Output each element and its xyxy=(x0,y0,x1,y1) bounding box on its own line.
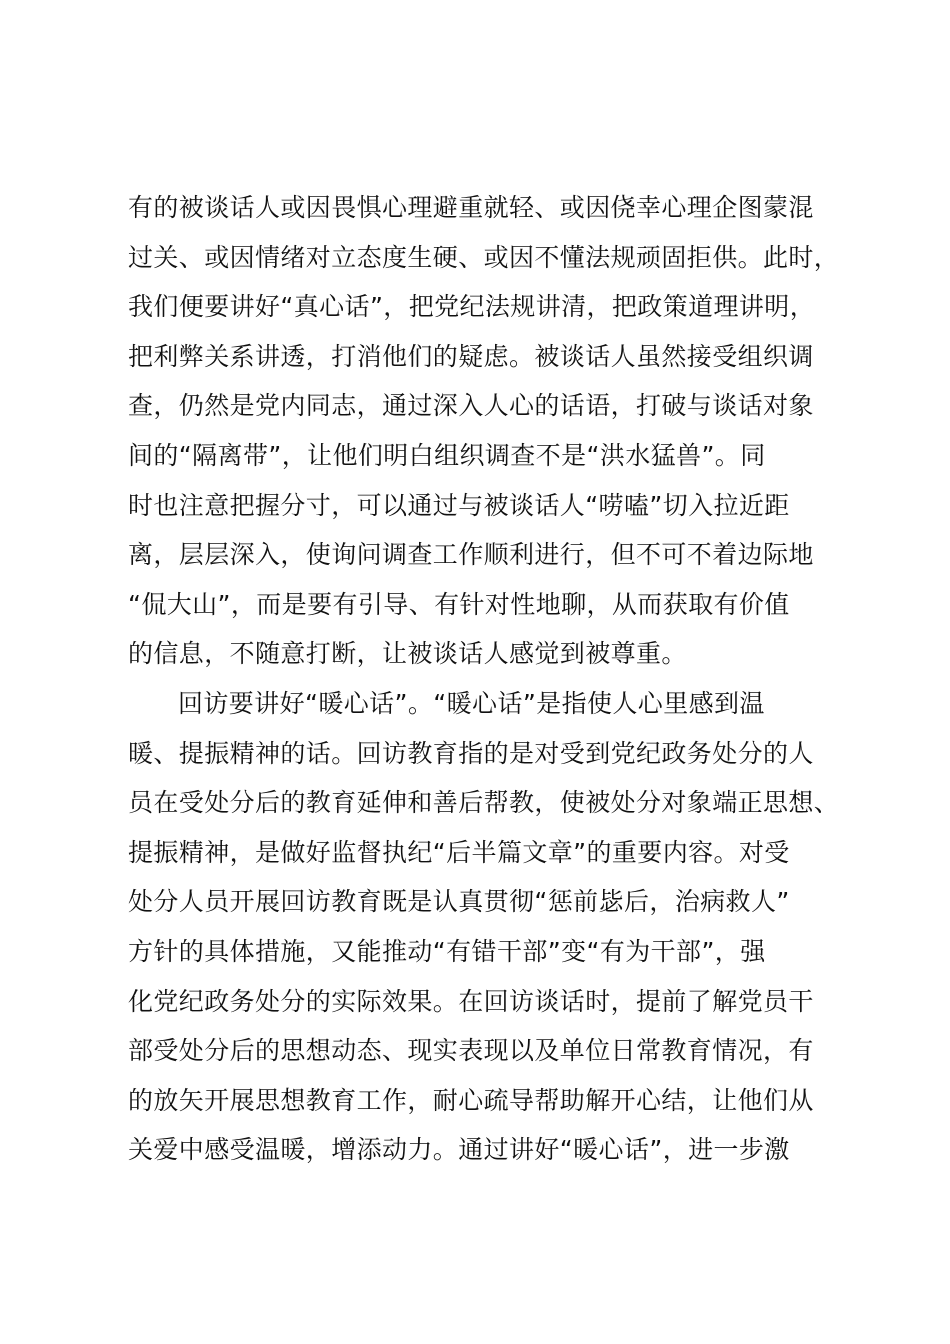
text-line: 方针的具体措施，又能推动“有错干部”变“有为干部”，强 xyxy=(128,936,766,966)
text-line: 的放矢开展思想教育工作，耐心疏导帮助解开心结，让他们从 xyxy=(128,1085,814,1115)
text-line: 回访要讲好“暖心话”。“暖心话”是指使人心里感到温 xyxy=(178,688,765,718)
text-line: 把利弊关系讲透，打消他们的疑虑。被谈话人虽然接受组织调 xyxy=(128,341,814,371)
text-line: 员在受处分后的教育延伸和善后帮教，使被处分对象端正思想、 xyxy=(128,788,840,818)
paragraph-1 xyxy=(128,183,868,679)
text-line: 处分人员开展回访教育既是认真贯彻“惩前毖后，治病救人” xyxy=(128,887,790,917)
text-line: 间的“隔离带”，让他们明白组织调查不是“洪水猛兽”。同 xyxy=(128,440,766,470)
text-line: 暖、提振精神的话。回访教育指的是对受到党纪政务处分的人 xyxy=(128,738,814,768)
text-line: 过关、或因情绪对立态度生硬、或因不懂法规顽固拒供。此时， xyxy=(128,242,840,272)
paragraph-2 xyxy=(128,679,868,1175)
text-line: 有的被谈话人或因畏惧心理避重就轻、或因侥幸心理企图蒙混 xyxy=(128,193,814,222)
text-line: “侃大山”，而是要有引导、有针对性地聊，从而获取有价值 xyxy=(128,589,790,619)
document-body xyxy=(128,183,868,1175)
text-line: 查，仍然是党内同志，通过深入人心的话语，打破与谈话对象 xyxy=(128,391,814,421)
text-line: 化党纪政务处分的实际效果。在回访谈话时，提前了解党员干 xyxy=(128,986,814,1016)
text-line: 时也注意把握分寸，可以通过与被谈话人“唠嗑”切入拉近距 xyxy=(128,490,790,520)
text-line: 的信息，不随意打断，让被谈话人感觉到被尊重。 xyxy=(128,639,687,669)
text-line: 提振精神，是做好监督执纪“后半篇文章”的重要内容。对受 xyxy=(128,837,790,867)
text-line: 部受处分后的思想动态、现实表现以及单位日常教育情况，有 xyxy=(128,1036,814,1066)
text-line: 离，层层深入，使询问调查工作顺利进行，但不可不着边际地 xyxy=(128,540,814,570)
text-line: 关爱中感受温暖，增添动力。通过讲好“暖心话”，进一步激 xyxy=(128,1135,790,1165)
text-line: 我们便要讲好“真心话”，把党纪法规讲清，把政策道理讲明， xyxy=(128,292,816,322)
